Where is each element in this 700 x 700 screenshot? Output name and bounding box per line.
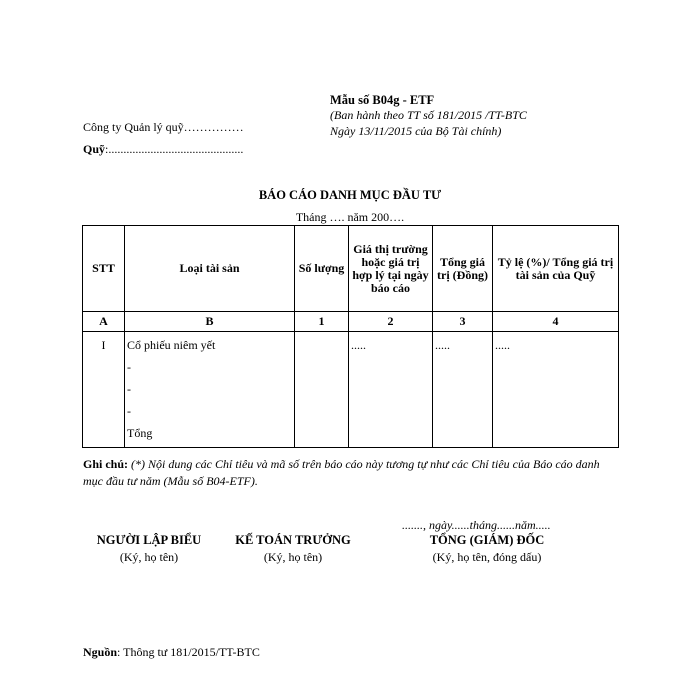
asset-line: -: [127, 382, 131, 396]
code-b: B: [125, 312, 295, 332]
code-4: 4: [493, 312, 619, 332]
signature-preparer: [88, 533, 210, 565]
fund-dots: :.............................................: [105, 142, 244, 156]
total-value-dots: .....: [435, 338, 450, 352]
note-label: Ghi chú:: [83, 457, 129, 471]
source-line: [83, 645, 260, 660]
report-title: BÁO CÁO DANH MỤC ĐẦU TƯ: [258, 188, 442, 202]
issued-by-line: (Ban hành theo TT số 181/2015 /TT-BTC: [330, 108, 527, 122]
row-total-value: [433, 332, 493, 448]
ratio-dots: .....: [495, 338, 510, 352]
asset-line: -: [127, 404, 131, 418]
asset-line: Tổng: [127, 426, 153, 440]
source-text: : Thông tư 181/2015/TT-BTC: [117, 645, 260, 659]
row-stt: [83, 332, 125, 448]
table-row: [83, 332, 619, 448]
issued-date-line: Ngày 13/11/2015 của Bộ Tài chính): [330, 124, 502, 138]
date-line: ......., ngày......tháng......năm.....: [402, 518, 551, 532]
code-a: A: [83, 312, 125, 332]
preparer-title: NGƯỜI LẬP BIỂU: [96, 533, 202, 547]
company-line: Công ty Quản lý quỹ……………: [83, 120, 244, 134]
header-asset-type: Loại tài sản: [125, 226, 295, 312]
header-total-value: Tổng giá trị (Đồng): [433, 226, 493, 312]
accountant-sub: (Ký, họ tên): [263, 550, 323, 564]
row-quantity: [295, 332, 349, 448]
director-title: TỔNG (GIÁM) ĐỐC: [429, 533, 545, 547]
signature-director: [412, 533, 562, 565]
source-label: Nguồn: [83, 645, 118, 659]
code-2: 2: [349, 312, 433, 332]
preparer-sub: (Ký, họ tên): [119, 550, 179, 564]
header-stt: STT: [83, 226, 125, 312]
accountant-title: KẾ TOÁN TRƯỞNG: [235, 533, 351, 547]
signature-accountant: [226, 533, 360, 565]
fund-label: Quỹ: [83, 142, 106, 156]
asset-line: -: [127, 360, 131, 374]
header-ratio: Tỷ lệ (%)/ Tổng giá trị tài sản của Quỹ: [493, 226, 619, 312]
code-1: 1: [295, 312, 349, 332]
header-market-value: Giá thị trường hoặc giá trị hợp lý tại ngày báo cáo: [349, 226, 433, 312]
note: [83, 456, 613, 490]
row-market-value: [349, 332, 433, 448]
market-value-dots: .....: [351, 338, 366, 352]
row-ratio: [493, 332, 619, 448]
table-header-row: [83, 226, 619, 312]
asset-line: Cổ phiếu niêm yết: [127, 338, 216, 352]
form-code: Mẫu số B04g - ETF: [330, 93, 435, 107]
header-quantity: Số lượng: [295, 226, 349, 312]
row-asset-type: [125, 332, 295, 448]
fund-line: [83, 142, 243, 157]
portfolio-table: [82, 225, 619, 448]
director-sub: (Ký, họ tên, đóng dấu): [432, 550, 542, 564]
code-3: 3: [433, 312, 493, 332]
note-text: (*) Nội dung các Chỉ tiêu và mã số trên báo cáo này tương tự như các Chỉ tiêu của Báo cáo danh mục đầu tư năm (Mẫu số B04-ETF).: [83, 457, 600, 488]
report-period: Tháng …. năm 200….: [295, 210, 405, 224]
table-code-row: [83, 312, 619, 332]
row-stt-text: I: [101, 338, 106, 352]
